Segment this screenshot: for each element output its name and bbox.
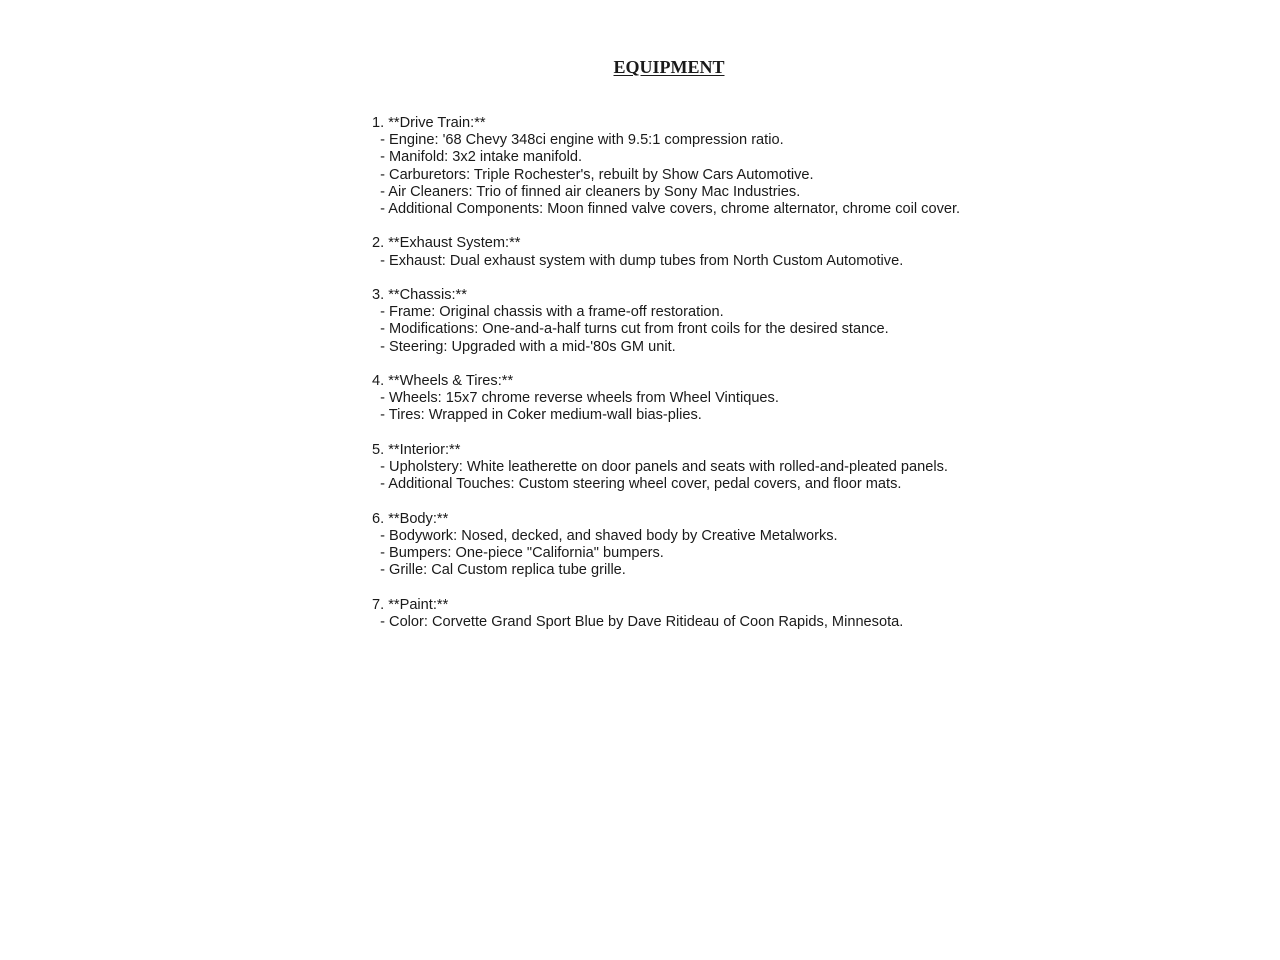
section-items [372, 304, 972, 356]
list-item: - Air Cleaners: Trio of finned air cleaners by Sony Mac Industries. [372, 183, 801, 200]
list-item: - Manifold: 3x2 intake manifold. [372, 149, 583, 166]
section-items [372, 528, 972, 580]
list-item: - Grille: Cal Custom replica tube grille. [372, 562, 626, 579]
list-item: - Additional Touches: Custom steering wheel cover, pedal covers, and floor mats. [372, 476, 902, 493]
list-item: - Modifications: One-and-a-half turns cut from front coils for the desired stance. [372, 321, 889, 338]
list-item: - Exhaust: Dual exhaust system with dump tubes from North Custom Automotive. [372, 252, 904, 269]
list-item: - Bumpers: One-piece "California" bumpers. [372, 545, 664, 561]
section-drive-train [372, 115, 972, 218]
list-item: - Steering: Upgraded with a mid-'80s GM unit. [372, 338, 676, 355]
section-items [372, 132, 972, 218]
section-interior [372, 442, 972, 494]
list-item: - Wheels: 15x7 chrome reverse wheels from Wheel Vintiques. [372, 390, 779, 407]
section-body [372, 511, 972, 580]
section-heading: 1. **Drive Train:** [372, 115, 486, 131]
section-wheels-tires [372, 373, 972, 425]
section-heading: 6. **Body:** [372, 510, 449, 527]
list-item: - Color: Corvette Grand Sport Blue by Dave Ritideau of Coon Rapids, Minnesota. [372, 613, 904, 630]
list-item: - Additional Components: Moon finned valve covers, chrome alternator, chrome coil cover. [372, 201, 961, 218]
list-item: - Bodywork: Nosed, decked, and shaved body by Creative Metalworks. [372, 527, 838, 544]
section-items [372, 253, 972, 270]
section-heading: 4. **Wheels & Tires:** [372, 373, 514, 389]
page-title: EQUIPMENT [613, 57, 725, 77]
section-chassis [372, 287, 972, 356]
list-item: - Frame: Original chassis with a frame-off restoration. [372, 304, 724, 321]
section-paint [372, 597, 972, 631]
section-heading: 2. **Exhaust System:** [372, 235, 521, 252]
list-item: - Upholstery: White leatherette on door panels and seats with rolled-and-pleated panels. [372, 459, 948, 475]
section-items [372, 459, 972, 493]
list-item: - Engine: '68 Chevy 348ci engine with 9.5:1 compression ratio. [372, 132, 784, 149]
section-heading: 5. **Interior:** [372, 441, 461, 458]
document-body [372, 115, 972, 648]
list-item: - Carburetors: Triple Rochester's, rebuilt by Show Cars Automotive. [372, 166, 814, 183]
section-exhaust-system [372, 235, 972, 269]
list-item: - Tires: Wrapped in Coker medium-wall bias-plies. [372, 407, 702, 424]
section-heading: 7. **Paint:** [372, 596, 449, 613]
section-heading: 3. **Chassis:** [372, 287, 467, 303]
section-items [372, 614, 972, 631]
section-items [372, 390, 972, 424]
